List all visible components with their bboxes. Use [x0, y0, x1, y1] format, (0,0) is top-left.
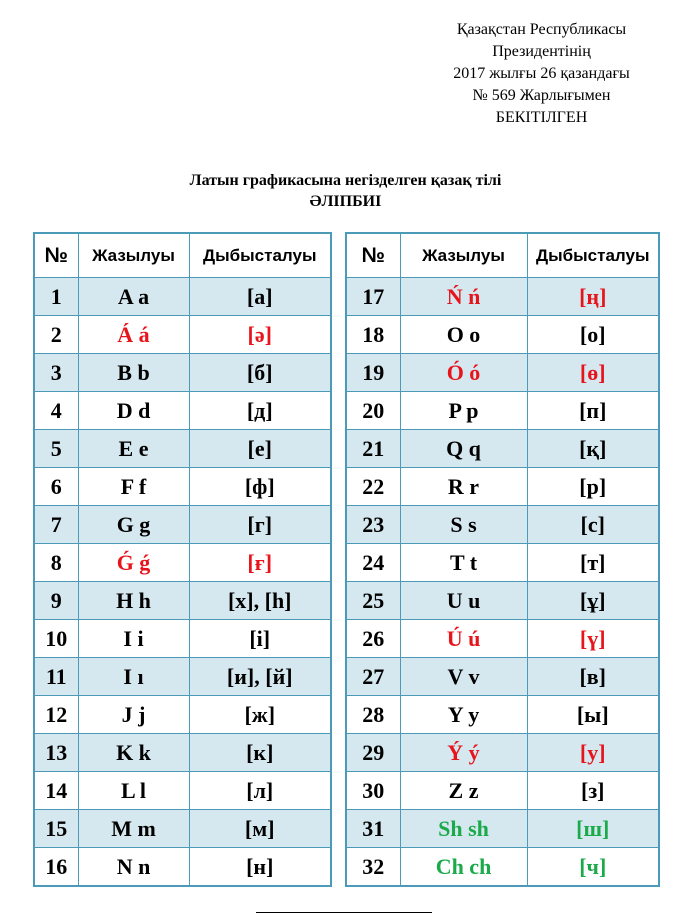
- letter-sound: [т]: [527, 544, 659, 582]
- letter-written: T t: [400, 544, 527, 582]
- table-header-row: [346, 233, 659, 278]
- letter-written: F f: [78, 468, 189, 506]
- letter-row: [34, 696, 331, 734]
- letter-number: 25: [346, 582, 400, 620]
- letter-written: A a: [78, 278, 189, 316]
- letter-row: [34, 582, 331, 620]
- letter-written: Q q: [400, 430, 527, 468]
- letter-written: J j: [78, 696, 189, 734]
- letter-written: L l: [78, 772, 189, 810]
- letter-sound: [а]: [189, 278, 331, 316]
- approval-line: № 569 Жарлығымен: [472, 87, 611, 104]
- document-title: [0, 170, 691, 212]
- letter-row: [346, 582, 659, 620]
- letter-written: Ń ń: [400, 278, 527, 316]
- letter-written: G g: [78, 506, 189, 544]
- header-written: Жазылуы: [400, 233, 527, 278]
- letter-written: Á á: [78, 316, 189, 354]
- letter-number: 11: [34, 658, 78, 696]
- letter-number: 14: [34, 772, 78, 810]
- letter-number: 4: [34, 392, 78, 430]
- letter-written: Ǵ ǵ: [78, 544, 189, 582]
- letter-number: 29: [346, 734, 400, 772]
- title-line: Латын графикасына негізделген қазақ тілі: [189, 172, 502, 189]
- header-written: Жазылуы: [78, 233, 189, 278]
- alphabet-table-left: [33, 232, 332, 887]
- letter-row: [346, 620, 659, 658]
- letter-sound: [ғ]: [189, 544, 331, 582]
- letter-written: I i: [78, 620, 189, 658]
- letter-written: Sh sh: [400, 810, 527, 848]
- letter-row: [346, 468, 659, 506]
- letter-row: [34, 734, 331, 772]
- letter-row: [34, 316, 331, 354]
- letter-written: U u: [400, 582, 527, 620]
- letter-sound: [ф]: [189, 468, 331, 506]
- letter-row: [346, 278, 659, 316]
- letter-number: 21: [346, 430, 400, 468]
- letter-written: O o: [400, 316, 527, 354]
- letter-sound: [д]: [189, 392, 331, 430]
- letter-sound: [г]: [189, 506, 331, 544]
- letter-sound: [ч]: [527, 848, 659, 887]
- letter-row: [346, 316, 659, 354]
- letter-row: [34, 810, 331, 848]
- letter-sound: [ң]: [527, 278, 659, 316]
- header-number: №: [346, 233, 400, 278]
- letter-row: [346, 506, 659, 544]
- letter-sound: [н]: [189, 848, 331, 887]
- letter-sound: [о]: [527, 316, 659, 354]
- letter-number: 24: [346, 544, 400, 582]
- letter-written: P p: [400, 392, 527, 430]
- letter-sound: [ж]: [189, 696, 331, 734]
- letter-sound: [ы]: [527, 696, 659, 734]
- letter-sound: [і]: [189, 620, 331, 658]
- letter-row: [34, 506, 331, 544]
- letter-row: [346, 848, 659, 887]
- letter-written: N n: [78, 848, 189, 887]
- letter-sound: [з]: [527, 772, 659, 810]
- letter-number: 3: [34, 354, 78, 392]
- letter-number: 30: [346, 772, 400, 810]
- letter-sound: [е]: [189, 430, 331, 468]
- letter-sound: [ө]: [527, 354, 659, 392]
- header-number: №: [34, 233, 78, 278]
- letter-row: [34, 658, 331, 696]
- letter-number: 23: [346, 506, 400, 544]
- letter-sound: [ү]: [527, 620, 659, 658]
- table-header-row: [34, 233, 331, 278]
- alphabet-table-right: [345, 232, 660, 887]
- letter-written: Ch ch: [400, 848, 527, 887]
- letter-sound: [ұ]: [527, 582, 659, 620]
- letter-number: 20: [346, 392, 400, 430]
- header-pronounced: Дыбысталуы: [527, 233, 659, 278]
- letter-row: [346, 430, 659, 468]
- letter-written: Y y: [400, 696, 527, 734]
- letter-sound: [в]: [527, 658, 659, 696]
- letter-sound: [л]: [189, 772, 331, 810]
- letter-number: 15: [34, 810, 78, 848]
- letter-written: D d: [78, 392, 189, 430]
- letter-sound: [м]: [189, 810, 331, 848]
- letter-written: K k: [78, 734, 189, 772]
- approval-stamp: [400, 19, 683, 129]
- letter-sound: [ә]: [189, 316, 331, 354]
- letter-number: 7: [34, 506, 78, 544]
- letter-number: 26: [346, 620, 400, 658]
- letter-row: [34, 430, 331, 468]
- letter-sound: [б]: [189, 354, 331, 392]
- letter-written: S s: [400, 506, 527, 544]
- letter-number: 9: [34, 582, 78, 620]
- letter-row: [346, 772, 659, 810]
- approval-line: Президентінің: [492, 43, 591, 60]
- letter-number: 2: [34, 316, 78, 354]
- letter-number: 5: [34, 430, 78, 468]
- letter-number: 22: [346, 468, 400, 506]
- letter-row: [34, 468, 331, 506]
- approval-line: Қазақстан Республикасы: [456, 21, 627, 38]
- letter-sound: [с]: [527, 506, 659, 544]
- letter-sound: [р]: [527, 468, 659, 506]
- letter-row: [34, 772, 331, 810]
- letter-row: [34, 620, 331, 658]
- letter-written: V v: [400, 658, 527, 696]
- header-pronounced: Дыбысталуы: [189, 233, 331, 278]
- letter-sound: [п]: [527, 392, 659, 430]
- letter-sound: [х], [һ]: [189, 582, 331, 620]
- letter-row: [34, 544, 331, 582]
- approval-line: 2017 жылғы 26 қазандағы: [453, 65, 630, 82]
- letter-sound: [ш]: [527, 810, 659, 848]
- letter-written: E e: [78, 430, 189, 468]
- letter-written: H h: [78, 582, 189, 620]
- letter-number: 16: [34, 848, 78, 887]
- letter-sound: [к]: [189, 734, 331, 772]
- letter-written: Z z: [400, 772, 527, 810]
- letter-number: 13: [34, 734, 78, 772]
- letter-row: [346, 696, 659, 734]
- letter-number: 1: [34, 278, 78, 316]
- letter-written: R r: [400, 468, 527, 506]
- letter-sound: [қ]: [527, 430, 659, 468]
- letter-number: 32: [346, 848, 400, 887]
- letter-number: 17: [346, 278, 400, 316]
- letter-number: 27: [346, 658, 400, 696]
- letter-written: Ú ú: [400, 620, 527, 658]
- letter-number: 12: [34, 696, 78, 734]
- letter-row: [346, 544, 659, 582]
- letter-written: B b: [78, 354, 189, 392]
- letter-row: [34, 848, 331, 887]
- approval-line: БЕКІТІЛГЕН: [495, 109, 588, 126]
- letter-written: I ı: [78, 658, 189, 696]
- letter-row: [34, 392, 331, 430]
- letter-number: 31: [346, 810, 400, 848]
- letter-row: [346, 658, 659, 696]
- letter-number: 6: [34, 468, 78, 506]
- letter-row: [34, 354, 331, 392]
- letter-number: 28: [346, 696, 400, 734]
- letter-written: Ó ó: [400, 354, 527, 392]
- footer-rule: [256, 912, 432, 913]
- letter-written: M m: [78, 810, 189, 848]
- letter-number: 10: [34, 620, 78, 658]
- title-line: ӘЛІПБИІ: [309, 193, 382, 210]
- letter-row: [346, 810, 659, 848]
- letter-sound: [у]: [527, 734, 659, 772]
- letter-row: [346, 354, 659, 392]
- letter-number: 8: [34, 544, 78, 582]
- letter-row: [34, 278, 331, 316]
- letter-number: 18: [346, 316, 400, 354]
- letter-sound: [и], [й]: [189, 658, 331, 696]
- letter-number: 19: [346, 354, 400, 392]
- letter-row: [346, 392, 659, 430]
- letter-written: Ý ý: [400, 734, 527, 772]
- letter-row: [346, 734, 659, 772]
